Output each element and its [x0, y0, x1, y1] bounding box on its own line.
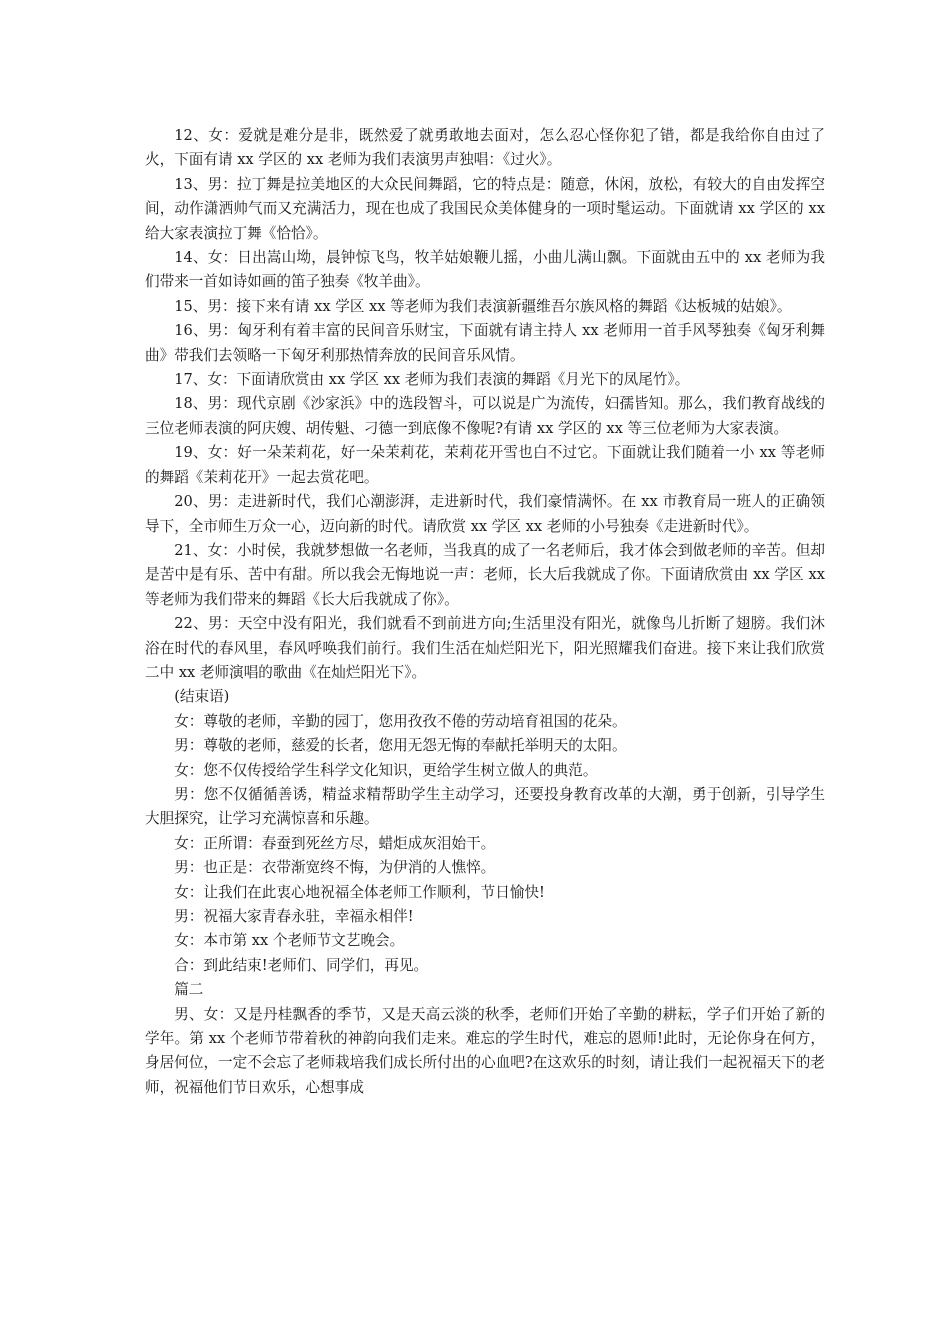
paragraph-19: 19、女：好一朵茉莉花，好一朵茉莉花，茉莉花开雪也白不过它。下面就让我们随着一小 xx 等老师的舞蹈《茉莉花开》一起去赏花吧。	[145, 444, 825, 486]
paragraph-16: 16、男：匈牙利有着丰富的民间音乐财宝，下面就有请主持人 xx 老师用一首手风琴独奏《匈牙利舞曲》带我们去领略一下匈牙利那热情奔放的民间音乐风情。	[145, 322, 825, 364]
closing-line-9: 女：本市第 xx 个老师节文艺晚会。	[174, 932, 405, 950]
paragraph-15: 15、男：接下来有请 xx 学区 xx 等老师为我们表演新疆维吾尔族风格的舞蹈《达板城的姑娘》。	[174, 297, 792, 315]
paragraph-21: 21、女：小时侯，我就梦想做一名老师，当我真的成了一名老师后，我才体会到做老师的辛苦。但却是苦中是有乐、苦中有甜。所以我会无悔地说一声：老师，长大后我就成了你。下面请欣赏由 xx 学区 xx 等老师为我们带来的舞蹈《长大后我就成了你》。	[145, 541, 825, 608]
paragraph-13: 13、男：拉丁舞是拉美地区的大众民间舞蹈，它的特点是：随意，休闲，放松，有较大的自由发挥空间，动作潇洒帅气而又充满活力，现在也成了我国民众美体健身的一项时髦运动。下面就请 xx 学区的 xx 给大家表演拉丁舞《恰恰》。	[145, 175, 825, 242]
closing-line-4: 男：您不仅循循善诱，精益求精帮助学生主动学习，还要投身教育改革的大潮，勇于创新，引导学生大胆探究，让学习充满惊喜和乐趣。	[145, 785, 825, 828]
paragraph-14: 14、女：日出嵩山坳，晨钟惊飞鸟，牧羊姑娘鞭儿摇，小曲儿满山飘。下面就由五中的 xx 老师为我们带来一首如诗如画的笛子独奏《牧羊曲》。	[145, 249, 825, 291]
paragraph-12: 12、女：爱就是难分是非，既然爱了就勇敢地去面对，怎么忍心怪你犯了错，都是我给你自由过了火，下面有请 xx 学区的 xx 老师为我们表演男声独唱：《过火》。	[145, 127, 825, 169]
paragraph-20: 20、男：走进新时代，我们心潮澎湃，走进新时代，我们豪情满怀。在 xx 市教育局一班人的正确领导下，全市师生万众一心，迈向新的时代。请欣赏 xx 学区 xx 老师的小号独奏《走进新时代》。	[145, 493, 825, 535]
document-body	[145, 124, 825, 1100]
closing-line-6: 男：也正是：衣带渐宽终不悔，为伊消的人憔悴。	[174, 859, 496, 877]
closing-line-8: 男：祝福大家青春永驻，幸福永相伴!	[174, 908, 414, 925]
paragraph-18: 18、男：现代京剧《沙家浜》中的选段智斗，可以说是广为流传，妇孺皆知。那么，我们教育战线的三位老师表演的阿庆嫂、胡传魁、刁德一到底像不像呢?有请 xx 学区的 xx 等三位老师为大家表演。	[145, 395, 825, 437]
closing-line-1: 女：尊敬的老师，辛勤的园丁，您用孜孜不倦的劳动培育祖国的花朵。	[174, 712, 627, 730]
section-heading-part-two: 篇二	[174, 981, 204, 999]
paragraph-17: 17、女：下面请欣赏由 xx 学区 xx 老师为我们表演的舞蹈《月光下的凤尾竹》。	[174, 371, 690, 389]
part-two-paragraph-1: 男、女：又是丹桂飘香的季节，又是天高云淡的秋季，老师们开始了辛勤的耕耘，学子们开始了新的学年。第 xx 个老师节带着秋的神韵向我们走来。难忘的学生时代，难忘的恩师!此时，无论你身在何方，身居何位，一定不会忘了老师栽培我们成长所付出的心血吧?在这欢乐的时刻，请让我们一起祝福天下的老师，祝福他们节日欢乐，心想事成	[145, 1005, 825, 1096]
closing-line-10: 合：到此结束!老师们、同学们，再见。	[174, 956, 429, 974]
closing-line-3: 女：您不仅传授给学生科学文化知识，更给学生树立做人的典范。	[174, 761, 598, 779]
closing-heading: (结束语)	[174, 688, 230, 706]
closing-line-7: 女：让我们在此衷心地祝福全体老师工作顺利，节日愉快!	[174, 883, 545, 901]
closing-line-5: 女：正所谓：春蚕到死丝方尽，蜡炬成灰泪始干。	[174, 834, 496, 852]
closing-line-2: 男：尊敬的老师，慈爱的长者，您用无怨无悔的奉献托举明天的太阳。	[174, 737, 627, 755]
paragraph-22: 22、男：天空中没有阳光，我们就看不到前进方向;生活里没有阳光，就像鸟儿折断了翅膀。我们沐浴在时代的春风里，春风呼唤我们前行。我们生活在灿烂阳光下，阳光照耀我们奋进。接下来让我们欣赏二中 xx 老师演唱的歌曲《在灿烂阳光下》。	[145, 615, 825, 681]
